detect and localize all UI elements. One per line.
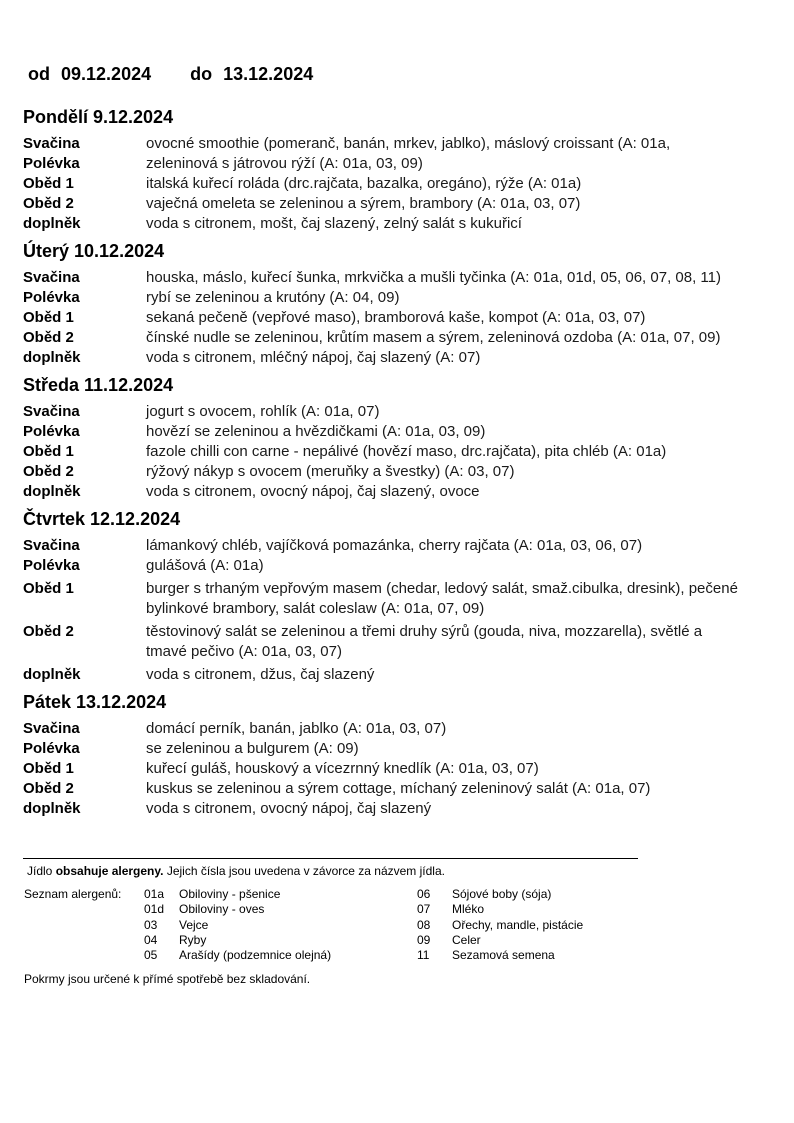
meal-category: doplněk	[23, 349, 81, 366]
meal-dish: vaječná omeleta se zeleninou a sýrem, brambory (A: 01a, 03, 07)	[146, 195, 581, 212]
meal-category: doplněk	[23, 666, 81, 683]
meal-dish: fazole chilli con carne - nepálivé (hovězí maso, drc.rajčata), pita chléb (A: 01a)	[146, 443, 667, 460]
meal-dish: lámankový chléb, vajíčková pomazánka, cherry rajčata (A: 01a, 03, 06, 07)	[146, 537, 643, 554]
meal-row	[23, 422, 743, 442]
meal-row	[23, 719, 743, 739]
meal-dish: rybí se zeleninou a krutóny (A: 04, 09)	[146, 289, 400, 306]
meal-category: Polévka	[23, 155, 80, 172]
allergen-code: 06	[417, 887, 431, 901]
meal-row	[23, 194, 743, 214]
meal-category: Oběd 1	[23, 175, 74, 192]
date-from-label: od	[28, 64, 50, 84]
date-from: 09.12.2024	[61, 64, 152, 84]
allergen-item	[417, 948, 697, 963]
meal-category: Oběd 2	[23, 623, 74, 640]
meal-category: Svačina	[23, 135, 80, 152]
meal-category: doplněk	[23, 800, 81, 817]
allergen-note-prefix: Jídlo	[27, 864, 56, 878]
meal-dish: ovocné smoothie (pomeranč, banán, mrkev, jablko), máslový croissant (A: 01a,	[146, 135, 671, 152]
date-to-label: do	[190, 64, 213, 84]
meal-row	[23, 288, 743, 308]
meal-category: Oběd 1	[23, 309, 74, 326]
meal-row	[23, 134, 743, 154]
meal-dish: domácí perník, banán, jablko (A: 01a, 03, 07)	[146, 720, 447, 737]
meal-category: doplněk	[23, 483, 81, 500]
allergen-note	[27, 864, 445, 878]
allergen-note-bold: obsahuje alergeny.	[55, 864, 164, 878]
allergen-name: Arašídy (podzemnice olejná)	[179, 948, 332, 963]
meal-dish: se zeleninou a bulgurem (A: 09)	[146, 740, 359, 757]
meal-dish: voda s citronem, džus, čaj slazený	[146, 666, 375, 683]
allergen-list-label: Seznam alergenů:	[24, 887, 122, 901]
meal-row	[23, 739, 743, 759]
meal-dish: jogurt s ovocem, rohlík (A: 01a, 07)	[146, 403, 380, 420]
meal-row	[23, 556, 743, 576]
allergen-item	[417, 933, 697, 948]
allergen-name: Mléko	[452, 902, 485, 917]
meal-row	[23, 665, 743, 685]
meal-row	[23, 154, 743, 174]
meal-dish: kuřecí guláš, houskový a vícezrnný knedlík (A: 01a, 03, 07)	[146, 760, 539, 777]
allergen-name: Celer	[452, 932, 481, 947]
day-title: Středa 11.12.2024	[23, 375, 174, 395]
allergen-name: Sójové boby (sója)	[452, 887, 552, 901]
meal-row	[23, 348, 743, 368]
day-section	[23, 691, 743, 819]
allergen-item	[417, 902, 697, 917]
meal-category: Oběd 2	[23, 463, 74, 480]
meal-row	[23, 174, 743, 194]
meal-row	[23, 308, 743, 328]
meal-dish: kuskus se zeleninou a sýrem cottage, míchaný zeleninový salát (A: 01a, 07)	[146, 780, 651, 797]
meal-row	[23, 799, 743, 819]
meal-dish: italská kuřecí roláda (drc.rajčata, bazalka, oregáno), rýže (A: 01a)	[146, 175, 582, 192]
allergen-code: 11	[417, 948, 430, 963]
meal-dish: burger s trhaným vepřovým masem (chedar, ledový salát, smaž.cibulka, dresink), pečené bylinkové brambory, salát coleslaw (A: 01a, 07, 09)	[146, 580, 738, 617]
meal-row	[23, 442, 743, 462]
meal-category: Svačina	[23, 537, 80, 554]
meal-category: Polévka	[23, 289, 80, 306]
meal-category: Oběd 2	[23, 780, 74, 797]
meal-row	[23, 622, 743, 662]
meal-dish: voda s citronem, ovocný nápoj, čaj slazený	[146, 800, 432, 817]
meal-category: Oběd 2	[23, 329, 74, 346]
meal-dish: voda s citronem, mošt, čaj slazený, zelný salát s kukuřicí	[146, 215, 522, 232]
meal-row	[23, 328, 743, 348]
meal-dish: voda s citronem, mléčný nápoj, čaj slazený (A: 07)	[146, 349, 481, 366]
day-section	[23, 240, 743, 368]
allergen-code: 07	[417, 902, 431, 917]
day-title: Pondělí 9.12.2024	[23, 107, 174, 127]
meal-dish: rýžový nákyp s ovocem (meruňky a švestky) (A: 03, 07)	[146, 463, 515, 480]
meal-dish: zeleninová s játrovou rýží (A: 01a, 03, 09)	[146, 155, 423, 172]
meal-category: Oběd 1	[23, 443, 74, 460]
allergen-code: 09	[417, 932, 431, 947]
allergen-item	[417, 918, 697, 933]
meal-category: Oběd 1	[23, 760, 74, 777]
meal-row	[23, 482, 743, 502]
meal-dish: čínské nudle se zeleninou, krůtím masem a sýrem, zeleninová ozdoba (A: 01a, 07, 09)	[146, 329, 721, 346]
allergen-name: Obiloviny - pšenice	[179, 887, 281, 901]
meal-category: Oběd 1	[23, 580, 74, 597]
allergen-code: 05	[144, 948, 158, 963]
meal-dish: sekaná pečeně (vepřové maso), bramborová kaše, kompot (A: 01a, 03, 07)	[146, 309, 646, 326]
meal-row	[23, 214, 743, 234]
meal-category: Polévka	[23, 557, 80, 574]
meal-row	[23, 402, 743, 422]
allergen-item	[144, 887, 424, 902]
meal-row	[23, 268, 743, 288]
allergen-column-1	[144, 887, 424, 963]
day-title: Čtvrtek 12.12.2024	[23, 509, 181, 529]
allergen-note-suffix: Jejich čísla jsou uvedena v závorce za názvem jídla.	[163, 864, 445, 878]
allergen-code: 01d	[144, 902, 165, 917]
day-section	[23, 508, 743, 685]
day-section	[23, 106, 743, 234]
meal-dish: gulášová (A: 01a)	[146, 557, 264, 574]
meal-row	[23, 579, 743, 619]
allergen-item	[144, 918, 424, 933]
meal-category: Oběd 2	[23, 195, 74, 212]
meal-category: doplněk	[23, 215, 81, 232]
meal-dish: houska, máslo, kuřecí šunka, mrkvička a mušli tyčinka (A: 01a, 01d, 05, 06, 07, 08, 11)	[146, 269, 721, 286]
day-section	[23, 374, 743, 502]
allergen-code: 04	[144, 932, 158, 947]
allergen-item	[144, 902, 424, 917]
divider	[23, 858, 638, 859]
allergen-name: Ořechy, mandle, pistácie	[452, 917, 584, 932]
meal-category: Svačina	[23, 720, 80, 737]
allergen-code: 08	[417, 917, 431, 932]
day-title: Pátek 13.12.2024	[23, 692, 167, 712]
allergen-code: 01a	[144, 887, 165, 901]
meal-category: Svačina	[23, 403, 80, 420]
footer-note: Pokrmy jsou určené k přímé spotřebě bez skladování.	[24, 972, 311, 986]
allergen-item	[417, 887, 697, 902]
allergen-name: Sezamová semena	[452, 948, 555, 963]
meal-row	[23, 462, 743, 482]
meal-category: Polévka	[23, 423, 80, 440]
date-to: 13.12.2024	[223, 64, 314, 84]
meal-row	[23, 759, 743, 779]
weekly-menu	[23, 106, 743, 825]
meal-dish: voda s citronem, ovocný nápoj, čaj slazený, ovoce	[146, 483, 480, 500]
allergen-name: Obiloviny - oves	[179, 902, 265, 917]
day-title: Úterý 10.12.2024	[23, 241, 165, 261]
allergen-item	[144, 948, 424, 963]
meal-category: Polévka	[23, 740, 80, 757]
meal-category: Svačina	[23, 269, 80, 286]
meal-dish: hovězí se zeleninou a hvězdičkami (A: 01a, 03, 09)	[146, 423, 486, 440]
meal-row	[23, 779, 743, 799]
allergen-name: Vejce	[179, 917, 209, 932]
meal-row	[23, 536, 743, 556]
meal-dish: těstovinový salát se zeleninou a třemi druhy sýrů (gouda, niva, mozzarella), světlé a tmavé pečivo (A: 01a, 03, 07)	[146, 623, 703, 660]
date-range	[28, 64, 313, 85]
allergen-item	[144, 933, 424, 948]
allergen-code: 03	[144, 917, 158, 932]
allergen-column-2	[417, 887, 697, 963]
allergen-name: Ryby	[179, 932, 207, 947]
